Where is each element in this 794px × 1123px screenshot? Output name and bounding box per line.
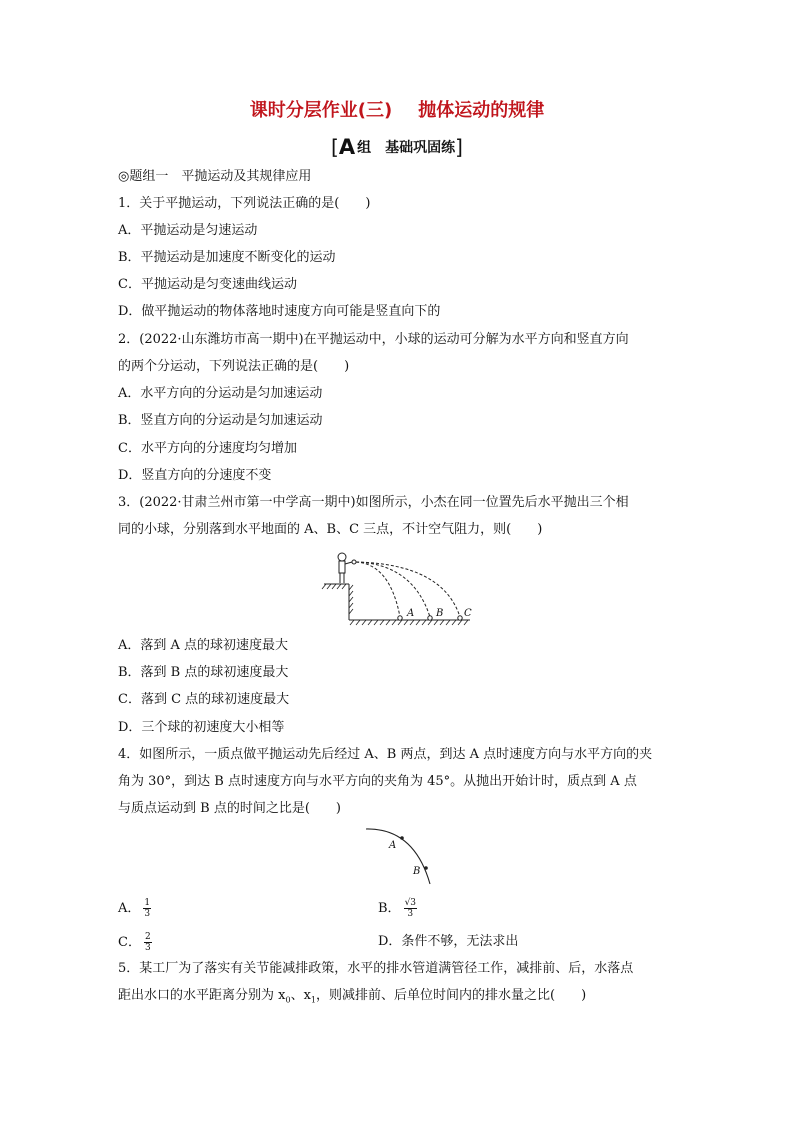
q4-option-c [118, 932, 152, 953]
q1-stem: 1．关于平抛运动，下列说法正确的是( ) [118, 196, 371, 211]
q5-stem-part-c: ，则减排前、后单位时间内的排水量之比( ) [316, 988, 587, 1003]
q4-option-b-denominator: 3 [407, 909, 414, 919]
point-b [424, 866, 428, 870]
label-c: C [464, 608, 472, 619]
q4-option-a-numerator: 1 [144, 898, 151, 908]
label-a: A [389, 840, 397, 851]
q4-option-c-label: C． [118, 935, 141, 950]
boy-figure [338, 553, 352, 583]
q1-option-a: A．平抛运动是匀速运动 [118, 223, 258, 238]
q3-option-a: A．落到 A 点的球初速度最大 [118, 638, 289, 653]
q4-option-b-fraction [404, 898, 417, 919]
q4-stem-line2: 角为 30°，到达 B 点时速度方向与水平方向的夹角为 45°。从抛出开始计时，质点到 A 点 [118, 774, 637, 789]
q4-option-a [118, 898, 151, 919]
title-part1: 课时分层作业(三) [249, 100, 393, 121]
group-letter: A [338, 135, 356, 159]
q5-stem-line2 [118, 987, 586, 1010]
point-a [400, 836, 404, 840]
q4-option-a-fraction [143, 898, 151, 919]
q4-option-b [378, 898, 417, 919]
ball-b [428, 616, 432, 620]
q3-option-b: B．落到 B 点的球初速度最大 [118, 665, 289, 680]
title-part2: 抛体运动的规律 [418, 100, 545, 121]
q1-option-b: B．平抛运动是加速度不断变化的运动 [118, 250, 336, 265]
q5-stem-part-a: 距出水口的水平距离分别为 x [118, 988, 286, 1003]
group-name: 基础巩固练 [385, 140, 456, 156]
q1-option-d: D．做平抛运动的物体落地时速度方向可能是竖直向下的 [118, 304, 441, 319]
q2-stem-line1: 2．(2022·山东潍坊市高一期中)在平抛运动中，小球的运动可分解为水平方向和竖直方向 [118, 332, 629, 347]
ball-c [458, 616, 462, 620]
q2-option-a: A．水平方向的分运动是匀加速运动 [118, 386, 323, 401]
q5-sub-1: 1 [310, 995, 316, 1005]
q2-option-c: C．水平方向的分速度均匀增加 [118, 441, 297, 456]
q2-stem-line2: 的两个分运动，下列说法正确的是( ) [118, 359, 350, 374]
q4-option-a-label: A． [118, 901, 141, 916]
group-bracket-open: [ [331, 135, 339, 159]
label-a: A [407, 608, 415, 619]
q4-option-b-numerator: √3 [404, 898, 417, 908]
q4-option-c-denominator: 3 [144, 943, 151, 953]
q4-option-d: D．条件不够，无法求出 [378, 934, 519, 949]
group-heading [0, 135, 794, 159]
ground-hatching [322, 584, 468, 625]
q4-option-a-denominator: 3 [144, 909, 151, 919]
ball-a [398, 616, 402, 620]
q2-option-d: D．竖直方向的分速度不变 [118, 468, 272, 483]
q3-option-c: C．落到 C 点的球初速度最大 [118, 692, 290, 707]
group-label: 组 [357, 140, 372, 156]
page-title [0, 96, 794, 122]
ball-start [352, 560, 356, 564]
label-b: B [436, 608, 444, 619]
q4-option-c-fraction [144, 932, 152, 953]
q4-stem-line3: 与质点运动到 B 点的时间之比是( ) [118, 801, 341, 816]
q3-stem-line2: 同的小球，分别落到水平地面的 A、B、C 三点，不计空气阻力，则( ) [118, 522, 543, 537]
section-label: ◎题组一 平抛运动及其规律应用 [118, 169, 312, 184]
group-bracket-close: ] [455, 135, 463, 159]
q5-stem-part-b: 、x [290, 988, 311, 1003]
q5-stem-line1: 5．某工厂为了落实有关节能减排政策，水平的排水管道满管径工作，减排前、后，水落点 [118, 961, 634, 976]
label-b: B [413, 866, 421, 877]
q4-figure [364, 826, 444, 886]
q1-option-c: C．平抛运动是匀变速曲线运动 [118, 277, 297, 292]
q3-stem-line1: 3．(2022·甘肃兰州市第一中学高一期中)如图所示，小杰在同一位置先后水平抛出三个相 [118, 495, 629, 510]
q5-sub-0: 0 [285, 995, 291, 1005]
q3-option-d: D．三个球的初速度大小相等 [118, 720, 285, 735]
q3-figure [318, 548, 476, 632]
q4-option-c-numerator: 2 [144, 932, 151, 942]
q4-stem-line1: 4．如图所示，一质点做平抛运动先后经过 A、B 两点，到达 A 点时速度方向与水平方向的夹 [118, 747, 653, 762]
trajectory-arc [366, 829, 430, 884]
q4-option-b-label: B． [378, 901, 401, 916]
q2-option-b: B．竖直方向的分运动是匀加速运动 [118, 413, 323, 428]
